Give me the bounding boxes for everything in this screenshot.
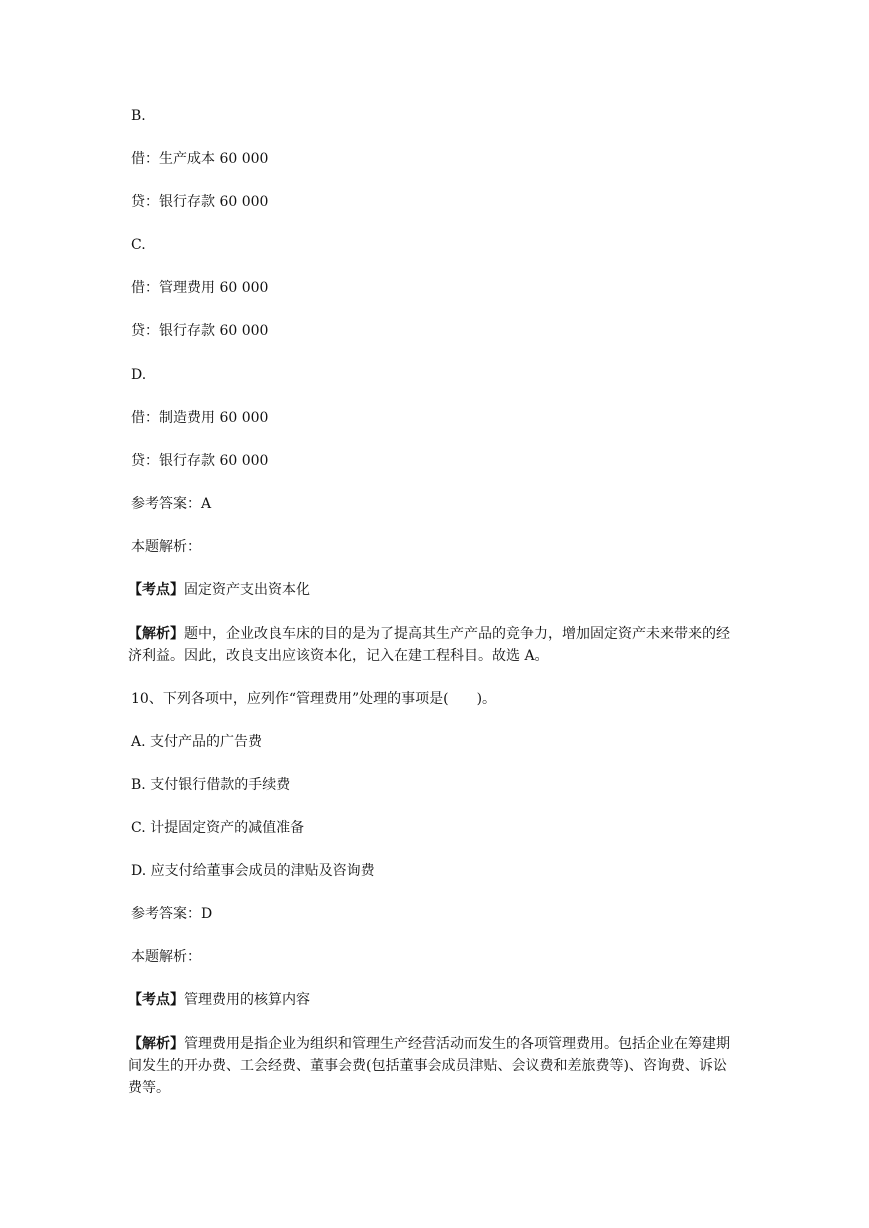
- q10-kaodian-tag: 【考点】: [128, 992, 184, 1008]
- q10-option-a: A. 支付产品的广告费: [131, 734, 263, 750]
- q9-kaodian-tag: 【考点】: [128, 582, 184, 598]
- q9-option-d-debit: 借：制造费用 60 000: [131, 410, 269, 426]
- q9-option-b-credit: 贷：银行存款 60 000: [131, 194, 269, 210]
- q10-kaodian: [128, 989, 748, 1011]
- q9-option-d-credit: 贷：银行存款 60 000: [131, 453, 269, 469]
- q9-kaodian-text: 固定资产支出资本化: [184, 582, 310, 598]
- q9-jiexi-text: 题中，企业改良车床的目的是为了提高其生产产品的竞争力，增加固定资产未来带来的经济利益。因此，改良支出应该资本化，记入在建工程科目。故选 A。: [128, 626, 730, 664]
- q9-answer: 参考答案：A: [131, 496, 212, 512]
- q10-jiexi: [128, 1033, 738, 1099]
- q9-jiexi-tag: 【解析】: [128, 626, 184, 642]
- q10-jiexi-tag: 【解析】: [128, 1036, 184, 1052]
- q10-option-b: B. 支付银行借款的手续费: [131, 777, 291, 793]
- q9-option-d-letter: D.: [131, 367, 147, 383]
- q10-analysis-title: 本题解析：: [131, 949, 201, 965]
- q10-answer: 参考答案：D: [131, 906, 213, 922]
- q10-kaodian-text: 管理费用的核算内容: [184, 992, 310, 1008]
- q9-kaodian: [128, 579, 748, 601]
- q10-option-c: C. 计提固定资产的减值准备: [131, 820, 305, 836]
- q9-option-b-debit: 借：生产成本 60 000: [131, 151, 269, 167]
- q9-analysis-title: 本题解析：: [131, 539, 201, 555]
- q10-option-d: D. 应支付给董事会成员的津贴及咨询费: [131, 863, 375, 879]
- q9-jiexi: [128, 623, 738, 667]
- q10-question: 10、下列各项中，应列作“管理费用”处理的事项是( )。: [131, 691, 497, 707]
- q9-option-c-letter: C.: [131, 237, 146, 253]
- q9-option-c-credit: 贷：银行存款 60 000: [131, 323, 269, 339]
- q9-option-b-letter: B.: [131, 108, 146, 124]
- q10-jiexi-text: 管理费用是指企业为组织和管理生产经营活动而发生的各项管理费用。包括企业在筹建期间发生的开办费、工会经费、董事会费(包括董事会成员津贴、会议费和差旅费等)、咨询费、诉讼费等。: [128, 1036, 730, 1096]
- q9-option-c-debit: 借：管理费用 60 000: [131, 280, 269, 296]
